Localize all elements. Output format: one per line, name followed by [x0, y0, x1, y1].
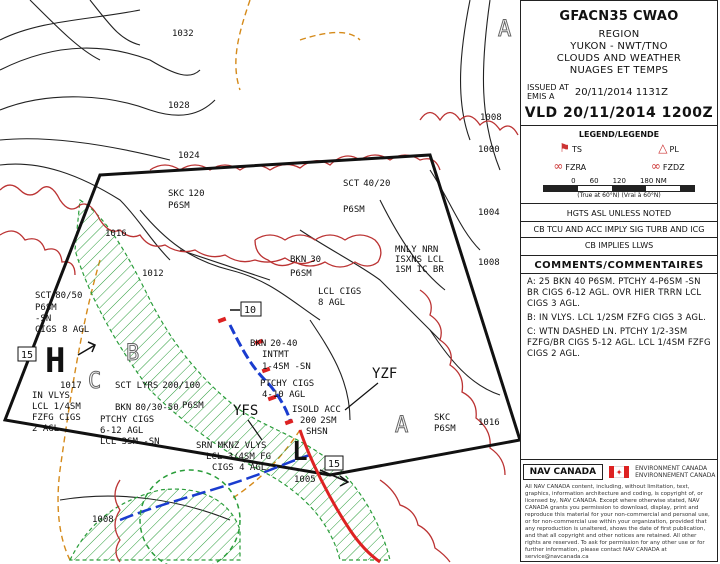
- svg-text:ISXNS LCL: ISXNS LCL: [395, 255, 444, 265]
- svg-text:1SM IC BR: 1SM IC BR: [395, 265, 444, 275]
- svg-text:C: C: [88, 369, 102, 394]
- comment-b: B: IN VLYS. LCL 1/2SM FZFG CIGS 3 AGL.: [527, 313, 707, 323]
- svg-text:15: 15: [328, 459, 341, 470]
- nav-canada-logo: NAV CANADA: [523, 464, 604, 480]
- svg-text:A: A: [498, 17, 512, 42]
- svg-text:1008: 1008: [480, 113, 502, 123]
- svg-text:1017: 1017: [60, 381, 82, 391]
- svg-text:1016: 1016: [478, 418, 500, 428]
- ice-pellets-icon: △: [658, 141, 668, 155]
- svg-text:1016: 1016: [105, 229, 127, 239]
- station-yzf: YZF: [372, 366, 398, 382]
- svg-text:A: A: [395, 413, 409, 438]
- thunderstorm-icon: ⚑: [559, 141, 570, 155]
- svg-text:PTCHY CIGS: PTCHY CIGS: [100, 415, 155, 425]
- legend-row-1: ⚑ TS △ PL: [559, 141, 679, 155]
- valid-time: VLD 20/11/2014 1200Z: [524, 105, 714, 121]
- comment-c: C: WTN DASHED LN. PTCHY 1/2-3SM FZFG/BR CIGS 5-12 AGL. LCL 1/4SM FZFG CIGS 2 AGL.: [527, 327, 711, 359]
- svg-text:PTCHY CIGS: PTCHY CIGS: [260, 379, 315, 389]
- note-heights: HGTS ASL UNLESS NOTED: [566, 209, 672, 218]
- cloud-label-bkn-2: BKN 80/30-50: [115, 403, 179, 413]
- cloud-label-in-vlys: IN VLYS: [32, 391, 70, 401]
- high-pressure-symbol: H: [45, 341, 66, 381]
- product-title-en: CLOUDS AND WEATHER: [556, 53, 682, 64]
- svg-text:1032: 1032: [172, 29, 194, 39]
- svg-text:1004: 1004: [478, 208, 500, 218]
- svg-text:INTMT: INTMT: [262, 350, 290, 360]
- svg-text:-SN: -SN: [35, 314, 52, 324]
- svg-text:FZFG CIGS: FZFG CIGS: [32, 413, 81, 423]
- environment-canada-logo: ENVIRONMENT CANADA ENVIRONNEMENT CANADA: [635, 465, 716, 479]
- svg-text:LCL 1/4SM: LCL 1/4SM: [32, 402, 81, 412]
- region-name: YUKON - NWT/TNO: [570, 41, 668, 52]
- svg-text:2002SM: 200 2SM: [300, 416, 337, 426]
- svg-text:2 AGL: 2 AGL: [32, 424, 60, 434]
- cloud-label-sct-west: SCT 80/50: [35, 291, 83, 301]
- cloud-label-skc-1: SKC 120: [168, 189, 205, 199]
- svg-text:1008: 1008: [92, 515, 114, 525]
- svg-text:1005: 1005: [294, 475, 316, 485]
- chart-info-panel: GFACN35 CWAO REGION YUKON - NWT/TNO CLOUDS AND WEATHER NUAGES ET TEMPS ISSUED AT EMIS A 20/11/2014 1131Z VLD 20/11/2014 1200Z LEGEND/LEGENDE ⚑ TS △ PL ∞ FZRA ∞ FZDZ 0 60 120 180 NM (True at 60°N) (Vrai à 60°N) HGTS ASL UNLESS NOTED CB TCU AND ACC IMPLY SIG TURB AND ICG CB IMPLIES LLWS COMMENTS/COMMENTAIRES A: 25 BKN 40 P6SM. PTCHY 4-P6SM -SN BR CIGS 6-12 AGL. OVR HIER TRRN LCL CIGS 3 AGL. B: IN VLYS. LCL 1/2SM FZFG CIGS 3 AGL. C: WTN DASHED LN. PTCHY 1/2-3SM FZFG/BR CIGS 5-12 AGL. LCL 1/4SM FZFG CIGS 2 AGL. NAV CANADA ✦ ENVIRONMENT CANADA ENVIRONNEMENT CANADA All NAV CANADA content, including, without limitation, text, graphics, information architecture and coding, is copyright of, or licensed by, NAV CANADA. Except where otherwise stated, NAV CANADA grants you permission to download, display, print and reproduce this material for your non-commercial and personal use, or for non-commercial use within your organization, provided that any reproduction is unaltered, shows the date of first publication, and that all copyright and other notices are retained. All other rights are reserved. To ask for permission for any other use or for further information, please contact NAV CANADA at service@navcanada.ca: [520, 0, 718, 562]
- freezing-rain-icon: ∞: [553, 159, 564, 173]
- svg-text:4-10 AGL: 4-10 AGL: [262, 390, 306, 400]
- low-pressure-symbol: L: [292, 437, 308, 467]
- svg-text:SHSN: SHSN: [306, 427, 328, 437]
- svg-text:10: 10: [244, 305, 257, 316]
- svg-text:B: B: [126, 341, 140, 366]
- note-cb-llws: CB IMPLIES LLWS: [584, 241, 654, 250]
- legend-title: LEGEND/LEGENDE: [578, 130, 660, 139]
- chart-id: GFACN35 CWAO: [559, 9, 679, 24]
- cloud-label-lcl-cigs: LCL CIGS: [318, 287, 362, 297]
- svg-text:15: 15: [21, 350, 34, 361]
- comment-a: A: 25 BKN 40 P6SM. PTCHY 4-P6SM -SN BR CIGS 6-12 AGL. OVR HIER TRRN LCL CIGS 3 AGL.: [527, 277, 702, 309]
- cloud-label-mnly: MNLY NRN: [395, 245, 439, 255]
- cloud-label-srn-mknz: SRN MKNZ VLYS: [196, 441, 267, 451]
- region-label: REGION: [598, 29, 640, 40]
- svg-text:1028: 1028: [168, 101, 190, 111]
- svg-text:CIGS 8 AGL: CIGS 8 AGL: [35, 325, 90, 335]
- svg-text:CIGS 4 AGL: CIGS 4 AGL: [212, 463, 267, 473]
- comments-title: COMMENTS/COMMENTAIRES: [534, 260, 704, 271]
- svg-text:LCL 3/4SM FG: LCL 3/4SM FG: [206, 452, 272, 462]
- freezing-drizzle-icon: ∞: [650, 159, 661, 173]
- svg-text:P6SM: P6SM: [343, 205, 365, 215]
- svg-text:1024: 1024: [178, 151, 200, 161]
- cloud-label-sct-lyrs: SCT LYRS 200/100: [115, 381, 201, 391]
- cloud-label-bkn-intmt: BKN 20-40: [250, 339, 298, 349]
- svg-text:1000: 1000: [478, 145, 500, 155]
- svg-text:P6SM: P6SM: [434, 424, 456, 434]
- cloud-label-isold-acc: ISOLD ACC: [292, 405, 341, 415]
- svg-text:P6SM: P6SM: [290, 269, 312, 279]
- scale-bar: 0 60 120 180 NM: [571, 177, 667, 185]
- issued-time: ISSUED AT EMIS A 20/11/2014 1131Z: [527, 83, 668, 101]
- product-title-fr: NUAGES ET TEMPS: [569, 65, 669, 76]
- svg-text:P6SM: P6SM: [182, 401, 204, 411]
- cloud-label-bkn-1: BKN 30: [290, 255, 322, 265]
- cloud-label-sct-1: SCT 40/20: [343, 179, 391, 189]
- svg-text:P6SM: P6SM: [35, 303, 57, 313]
- svg-text:1-4SM -SN: 1-4SM -SN: [262, 362, 311, 372]
- logos: [521, 464, 717, 480]
- copyright-notice: All NAV CANADA content, including, without limitation, text, graphics, information architecture and coding, is copyright of, or licensed by, NAV CANADA. Except where otherwise stated, NAV CANADA grants you permission to download, display, print and reproduce this material for your non-commercial and personal use, or for non-commercial use within your organization, provided that any reproduction is unaltered, shows the date of first publication, and that all copyright and other notices are retained. All other rights are reserved. To ask for permission for any other use or for further information, please contact NAV CANADA at service@navcanada.ca: [525, 484, 710, 560]
- svg-text:1012: 1012: [142, 269, 164, 279]
- svg-text:P6SM: P6SM: [168, 201, 190, 211]
- note-cb-tcu: CB TCU AND ACC IMPLY SIG TURB AND ICG: [533, 225, 705, 234]
- svg-text:6-12 AGL: 6-12 AGL: [100, 426, 144, 436]
- svg-text:LCL 3SM -SN: LCL 3SM -SN: [100, 437, 160, 447]
- canada-flag-icon: ✦: [609, 466, 629, 478]
- svg-text:8 AGL: 8 AGL: [318, 298, 346, 308]
- legend-row-2: ∞ FZRA ∞ FZDZ: [553, 159, 685, 173]
- station-yfs: YFS: [233, 403, 259, 419]
- svg-text:1008: 1008: [478, 258, 500, 268]
- cloud-label-skc-2: SKC: [434, 413, 451, 423]
